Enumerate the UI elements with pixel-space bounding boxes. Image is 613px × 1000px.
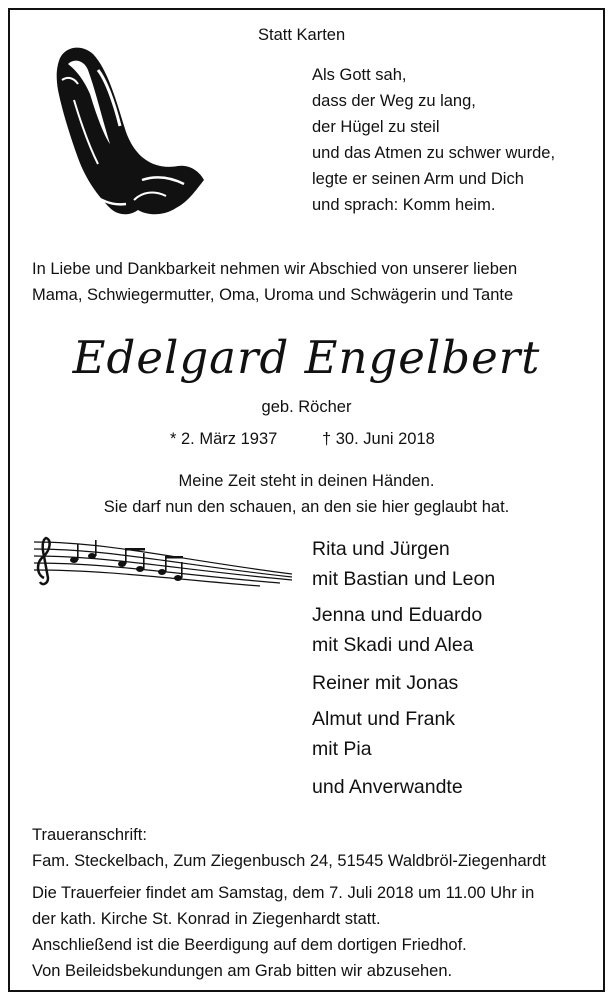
family-line: Reiner mit Jonas — [312, 672, 459, 694]
ceremony-line: Anschließend ist die Beerdigung auf dem dortigen Friedhof. — [32, 936, 467, 954]
ceremony-line: der kath. Kirche St. Konrad in Ziegenhardt statt. — [32, 910, 381, 928]
maiden-name: geb. Röcher — [261, 398, 352, 416]
poem-line: und das Atmen zu schwer wurde, — [312, 144, 556, 162]
family-group — [312, 772, 463, 802]
intro-line-2: Mama, Schwiegermutter, Oma, Uroma und Schwägerin und Tante — [32, 286, 514, 304]
family-group — [312, 600, 482, 660]
address-value: Fam. Steckelbach, Zum Ziegenbusch 24, 51545 Waldbröl-Ziegenhardt — [32, 852, 546, 870]
praying-hands-icon — [38, 40, 208, 220]
statt-karten-label: Statt Karten — [258, 26, 346, 44]
address-label: Traueranschrift: — [32, 826, 147, 844]
poem-line: dass der Weg zu lang, — [312, 92, 476, 110]
verse-line-2: Sie darf nun den schauen, an den sie hier geglaubt hat. — [103, 498, 510, 516]
ceremony-line: Von Beileidsbekundungen am Grab bitten wir abzusehen. — [32, 962, 453, 980]
family-group — [312, 668, 458, 698]
family-group — [312, 704, 455, 764]
music-staff-icon — [30, 534, 295, 594]
intro-line-1: In Liebe und Dankbarkeit nehmen wir Abschied von unserer lieben — [32, 260, 518, 278]
family-line: mit Skadi und Alea — [312, 634, 474, 656]
family-line: Jenna und Eduardo — [312, 604, 483, 626]
poem-line: und sprach: Komm heim. — [312, 196, 496, 214]
family-line: mit Pia — [312, 738, 372, 760]
ceremony-line: Die Trauerfeier findet am Samstag, dem 7. Juli 2018 um 11.00 Uhr in — [32, 884, 535, 902]
poem-line: legte er seinen Arm und Dich — [312, 170, 524, 188]
ceremony-info — [32, 880, 534, 984]
birth-date: * 2. März 1937 — [170, 430, 278, 448]
family-line: und Anverwandte — [312, 776, 463, 798]
family-line: Almut und Frank — [312, 708, 456, 730]
verse-line-1: Meine Zeit steht in deinen Händen. — [178, 472, 435, 490]
family-line: mit Bastian und Leon — [312, 568, 496, 590]
family-line: Rita und Jürgen — [312, 538, 450, 560]
poem-line: der Hügel zu steil — [312, 118, 440, 136]
deceased-name: Edelgard Engelbert — [72, 331, 541, 384]
poem-line: Als Gott sah, — [312, 66, 407, 84]
poem — [312, 62, 555, 218]
family-group — [312, 534, 495, 594]
death-date: † 30. Juni 2018 — [322, 430, 435, 448]
